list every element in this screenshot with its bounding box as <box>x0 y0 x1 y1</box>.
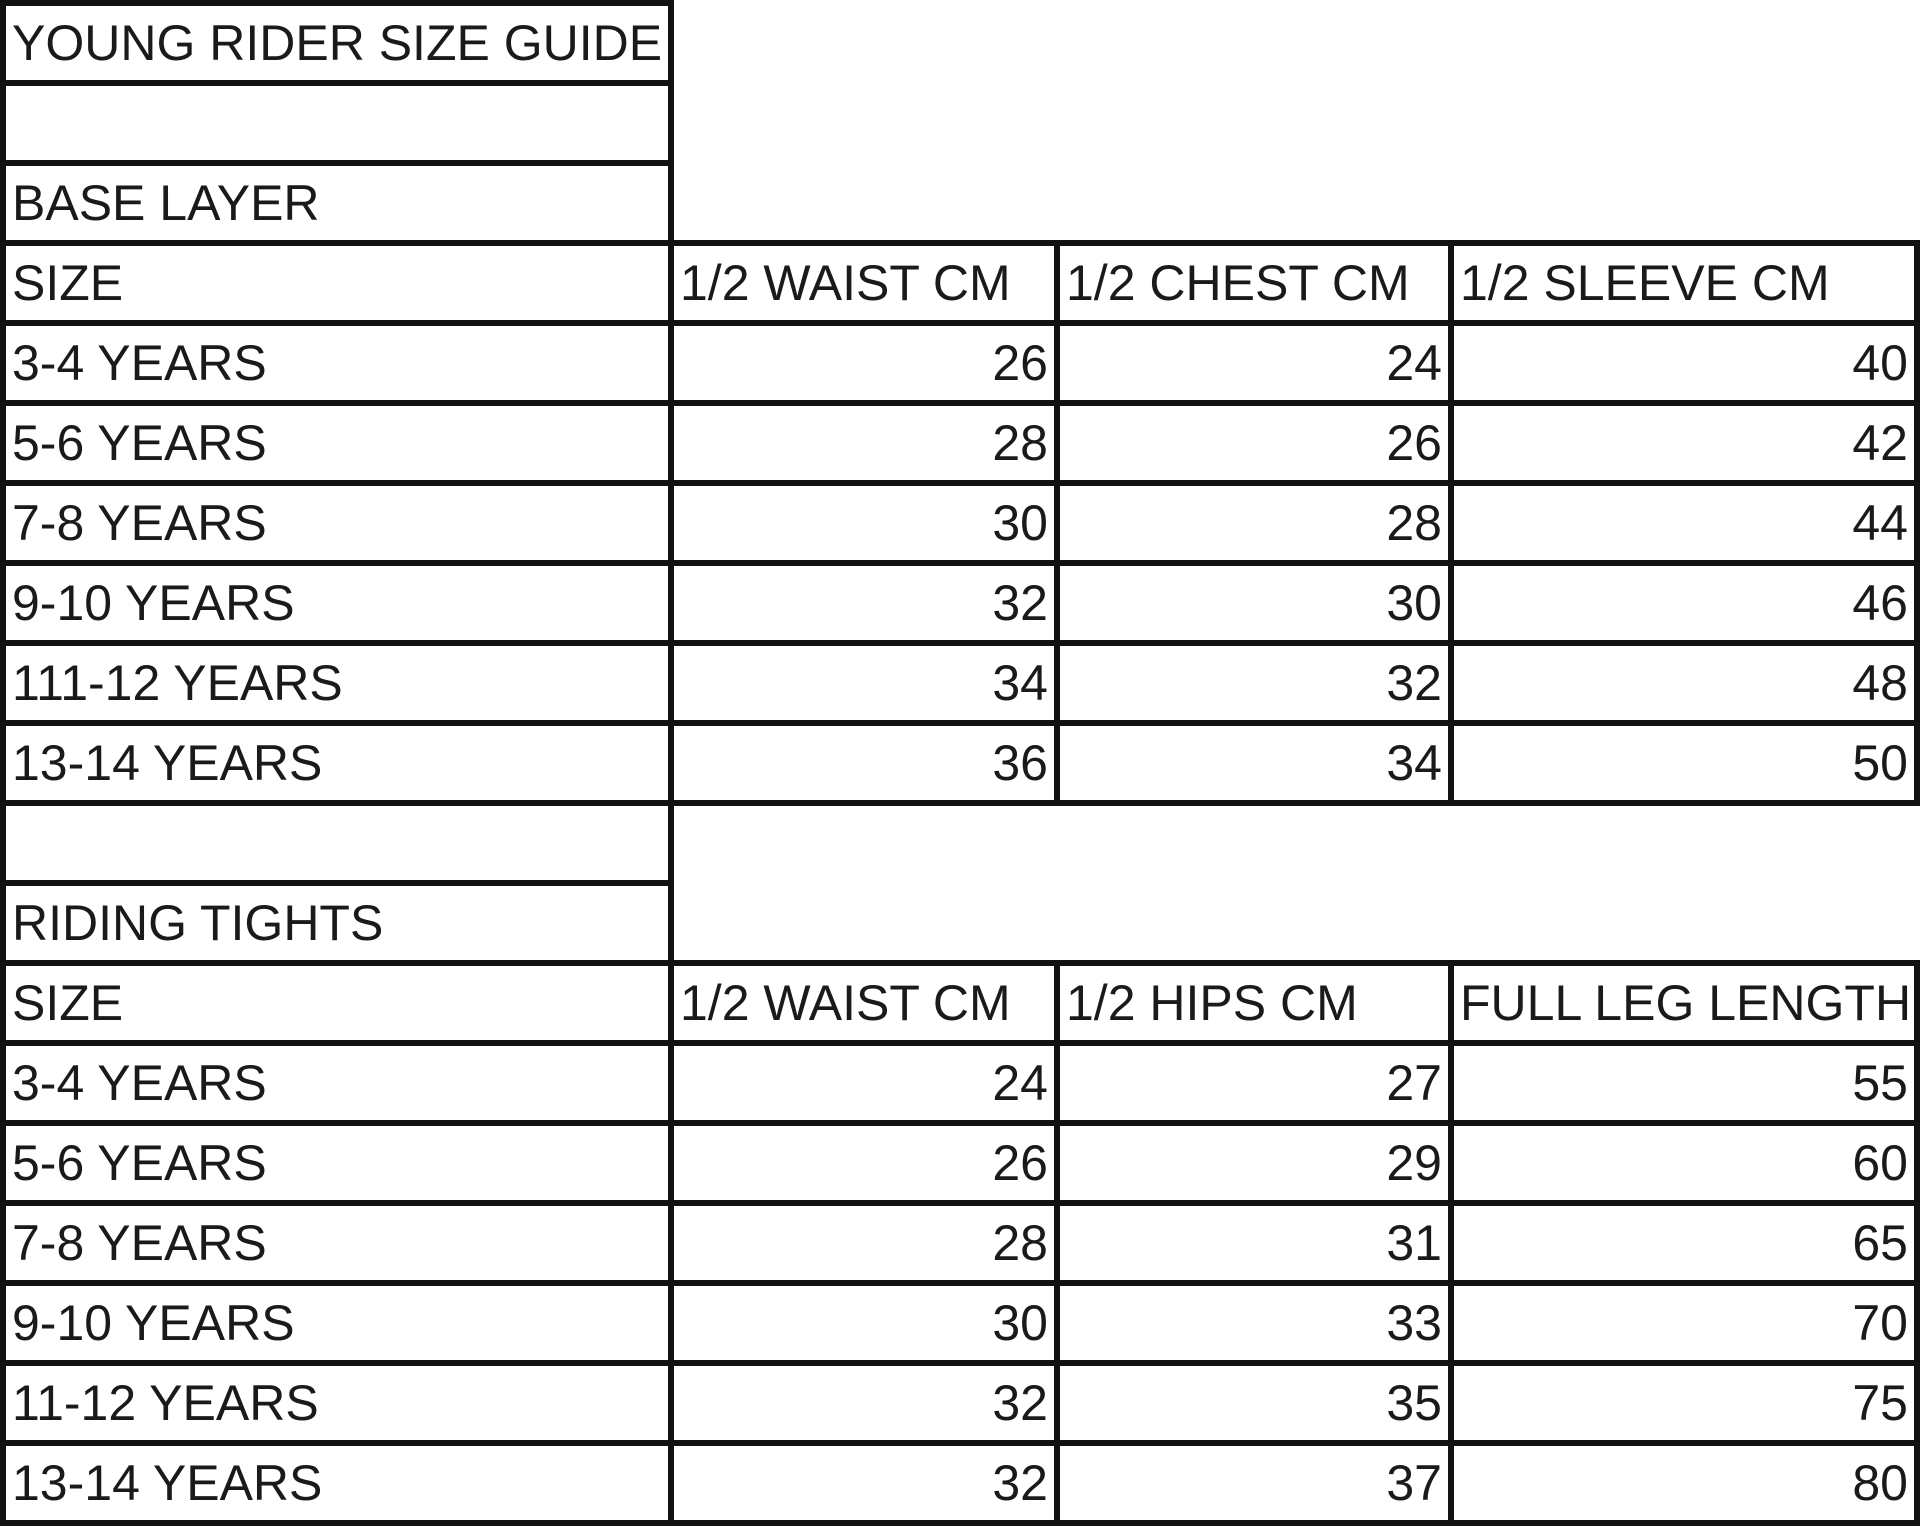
chest-value: 32 <box>1054 640 1454 726</box>
column-header-waist: 1/2 WAIST CM <box>668 960 1060 1046</box>
leg-length-value: 60 <box>1448 1120 1920 1206</box>
waist-value: 32 <box>668 1440 1060 1526</box>
hips-value: 37 <box>1054 1440 1454 1526</box>
waist-value: 26 <box>668 320 1060 406</box>
size-cell: 111-12 YEARS <box>0 640 674 726</box>
hips-value: 35 <box>1054 1360 1454 1446</box>
size-cell: 3-4 YEARS <box>0 320 674 406</box>
size-cell: 13-14 YEARS <box>0 1440 674 1526</box>
waist-value: 30 <box>668 480 1060 566</box>
empty-cell <box>0 800 674 886</box>
sleeve-value: 44 <box>1448 480 1920 566</box>
leg-length-value: 80 <box>1448 1440 1920 1526</box>
sleeve-value: 40 <box>1448 320 1920 406</box>
waist-value: 28 <box>668 1200 1060 1286</box>
column-header-size: SIZE <box>0 960 674 1046</box>
section-title-base-layer: BASE LAYER <box>0 160 674 246</box>
section-title-riding-tights: RIDING TIGHTS <box>0 880 674 966</box>
chest-value: 30 <box>1054 560 1454 646</box>
column-header-size: SIZE <box>0 240 674 326</box>
size-cell: 7-8 YEARS <box>0 480 674 566</box>
leg-length-value: 65 <box>1448 1200 1920 1286</box>
hips-value: 33 <box>1054 1280 1454 1366</box>
chest-value: 24 <box>1054 320 1454 406</box>
waist-value: 30 <box>668 1280 1060 1366</box>
column-header-chest: 1/2 CHEST CM <box>1054 240 1454 326</box>
waist-value: 28 <box>668 400 1060 486</box>
column-header-waist: 1/2 WAIST CM <box>668 240 1060 326</box>
waist-value: 24 <box>668 1040 1060 1126</box>
leg-length-value: 55 <box>1448 1040 1920 1126</box>
waist-value: 34 <box>668 640 1060 726</box>
size-cell: 5-6 YEARS <box>0 400 674 486</box>
hips-value: 27 <box>1054 1040 1454 1126</box>
hips-value: 31 <box>1054 1200 1454 1286</box>
chest-value: 26 <box>1054 400 1454 486</box>
hips-value: 29 <box>1054 1120 1454 1206</box>
leg-length-value: 70 <box>1448 1280 1920 1366</box>
waist-value: 32 <box>668 560 1060 646</box>
chest-value: 28 <box>1054 480 1454 566</box>
sheet-title: YOUNG RIDER SIZE GUIDE <box>0 0 674 86</box>
column-header-hips: 1/2 HIPS CM <box>1054 960 1454 1046</box>
sleeve-value: 46 <box>1448 560 1920 646</box>
waist-value: 32 <box>668 1360 1060 1446</box>
waist-value: 26 <box>668 1120 1060 1206</box>
size-cell: 7-8 YEARS <box>0 1200 674 1286</box>
chest-value: 34 <box>1054 720 1454 806</box>
leg-length-value: 75 <box>1448 1360 1920 1446</box>
size-cell: 3-4 YEARS <box>0 1040 674 1126</box>
sleeve-value: 50 <box>1448 720 1920 806</box>
sleeve-value: 48 <box>1448 640 1920 726</box>
column-header-leg-length: FULL LEG LENGTH <box>1448 960 1920 1046</box>
waist-value: 36 <box>668 720 1060 806</box>
empty-cell <box>0 80 674 166</box>
size-cell: 11-12 YEARS <box>0 1360 674 1446</box>
column-header-sleeve: 1/2 SLEEVE CM <box>1448 240 1920 326</box>
size-cell: 9-10 YEARS <box>0 560 674 646</box>
size-cell: 5-6 YEARS <box>0 1120 674 1206</box>
sleeve-value: 42 <box>1448 400 1920 486</box>
size-cell: 13-14 YEARS <box>0 720 674 806</box>
size-cell: 9-10 YEARS <box>0 1280 674 1366</box>
